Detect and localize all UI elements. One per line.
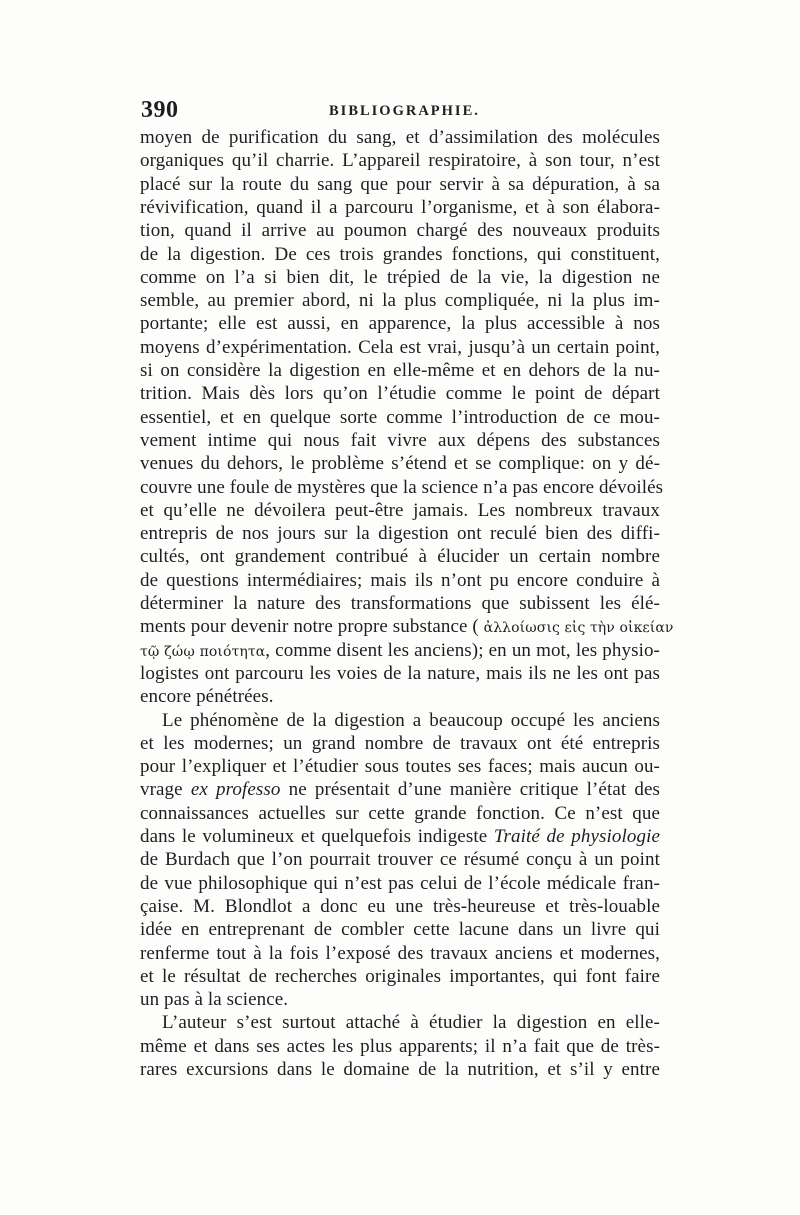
text-segment: portante; elle est aussi, en apparence, la plus accessible à nos [140,313,660,335]
italic-segment: ex professo [190,779,281,801]
text-segment: même et dans ses actes les plus apparents; il n’a fait que de très- [140,1035,660,1057]
text-segment: organiques qu’il charrie. L’appareil respiratoire, à son tour, n’est [140,150,660,172]
text-segment: moyens d’expérimentation. Cela est vrai, jusqu’à un certain point, [140,336,660,358]
text-segment: idée en entreprenant de combler cette lacune dans un livre qui [140,919,660,941]
text-segment: et le résultat de recherches originales importantes, qui font faire [140,965,660,987]
text-segment: et les modernes; un grand nombre de travaux ont été entrepris [140,732,660,754]
body-text [140,124,674,1080]
text-segment: dans le volumineux et quelquefois indigeste [140,826,494,847]
text-segment: , comme disent les anciens); en un mot, les physio- [265,639,660,661]
text-segment: ne présentait d’une manière critique l’état des [280,779,661,801]
text-segment: et qu’elle ne dévoilera peut-être jamais. Les nombreux travaux [140,499,660,521]
text-segment: placé sur la route du sang que pour servir à sa dépuration, à sa [140,173,660,195]
greek-segment: τῷ ζώῳ ποιότητα [140,643,266,660]
text-segment: couvre une foule de mystères que la science n’a pas encore dévoilés [140,476,664,498]
text-segment: vement intime qui nous fait vivre aux dépens des substances [140,429,660,451]
text-segment: renferme tout à la fois l’exposé des travaux anciens et modernes, [140,942,660,964]
text-segment: de vue philosophique qui n’est pas celui de l’école médicale fran- [140,872,660,894]
text-segment: de la digestion. De ces trois grandes fonctions, qui constituent, [140,243,660,265]
text-segment: révivification, quand il a parcouru l’organisme, et à son élabora- [140,196,660,218]
text-segment: déterminer la nature des transformations que subissent les élé- [140,593,660,614]
text-segment: de questions intermédiaires; mais ils n’ont pu encore conduire à [140,569,660,591]
text-segment: ments pour devenir notre propre substance ( [140,616,484,638]
text-segment: pour l’expliquer et l’étudier sous toutes ses faces; mais aucun ou- [140,756,660,778]
text-segment: comme on l’a si bien dit, le trépied de la vie, la digestion ne [140,266,660,288]
text-segment: tion, quand il arrive au poumon chargé des nouveaux produits [140,220,660,242]
text-line [140,1056,660,1083]
text-segment: un pas à la science. [140,989,289,1011]
page-number: 390 [141,97,179,123]
running-head: BIBLIOGRAPHIE. [329,103,480,119]
text-segment: rares excursions dans le domaine de la nutrition, et s’il y entre [140,1059,660,1080]
text-segment: moyen de purification du sang, et d’assimilation des molécules [140,127,660,148]
text-segment: L’auteur s’est surtout attaché à étudier la digestion en elle- [162,1012,660,1034]
greek-segment: ἀλλοίωσις εἰς τὴν οἰκείαν [483,620,674,637]
page-header [141,96,661,124]
text-segment: de Burdach que l’on pourrait trouver ce résumé conçu à un point [140,849,660,871]
italic-segment: Traité de physiologie [493,826,660,847]
text-segment: entrepris de nos jours sur la digestion ont reculé bien des diffi- [140,523,660,545]
text-segment: venues du dehors, le problème s’étend et se complique: on y dé- [140,453,660,475]
text-segment: çaise. M. Blondlot a donc eu une très-heureuse et très-louable [140,895,660,917]
text-segment: cultés, ont grandement contribué à élucider un certain nombre [140,546,660,568]
text-segment: logistes ont parcouru les voies de la nature, mais ils ne les ont pas [140,662,660,684]
text-segment: trition. Mais dès lors qu’on l’étudie comme le point de départ [140,383,660,405]
text-segment: encore pénétrées. [140,686,274,708]
text-segment: si on considère la digestion en elle-même et en dehors de la nu- [140,360,660,381]
text-segment: semble, au premier abord, ni la plus compliquée, ni la plus im- [140,290,660,312]
text-segment: essentiel, et en quelque sorte comme l’introduction de ce mou- [140,406,660,428]
text-segment: connaissances actuelles sur cette grande fonction. Ce n’est que [140,802,660,824]
text-segment: vrage [140,779,191,801]
text-segment: Le phénomène de la digestion a beaucoup occupé les anciens [162,709,660,731]
